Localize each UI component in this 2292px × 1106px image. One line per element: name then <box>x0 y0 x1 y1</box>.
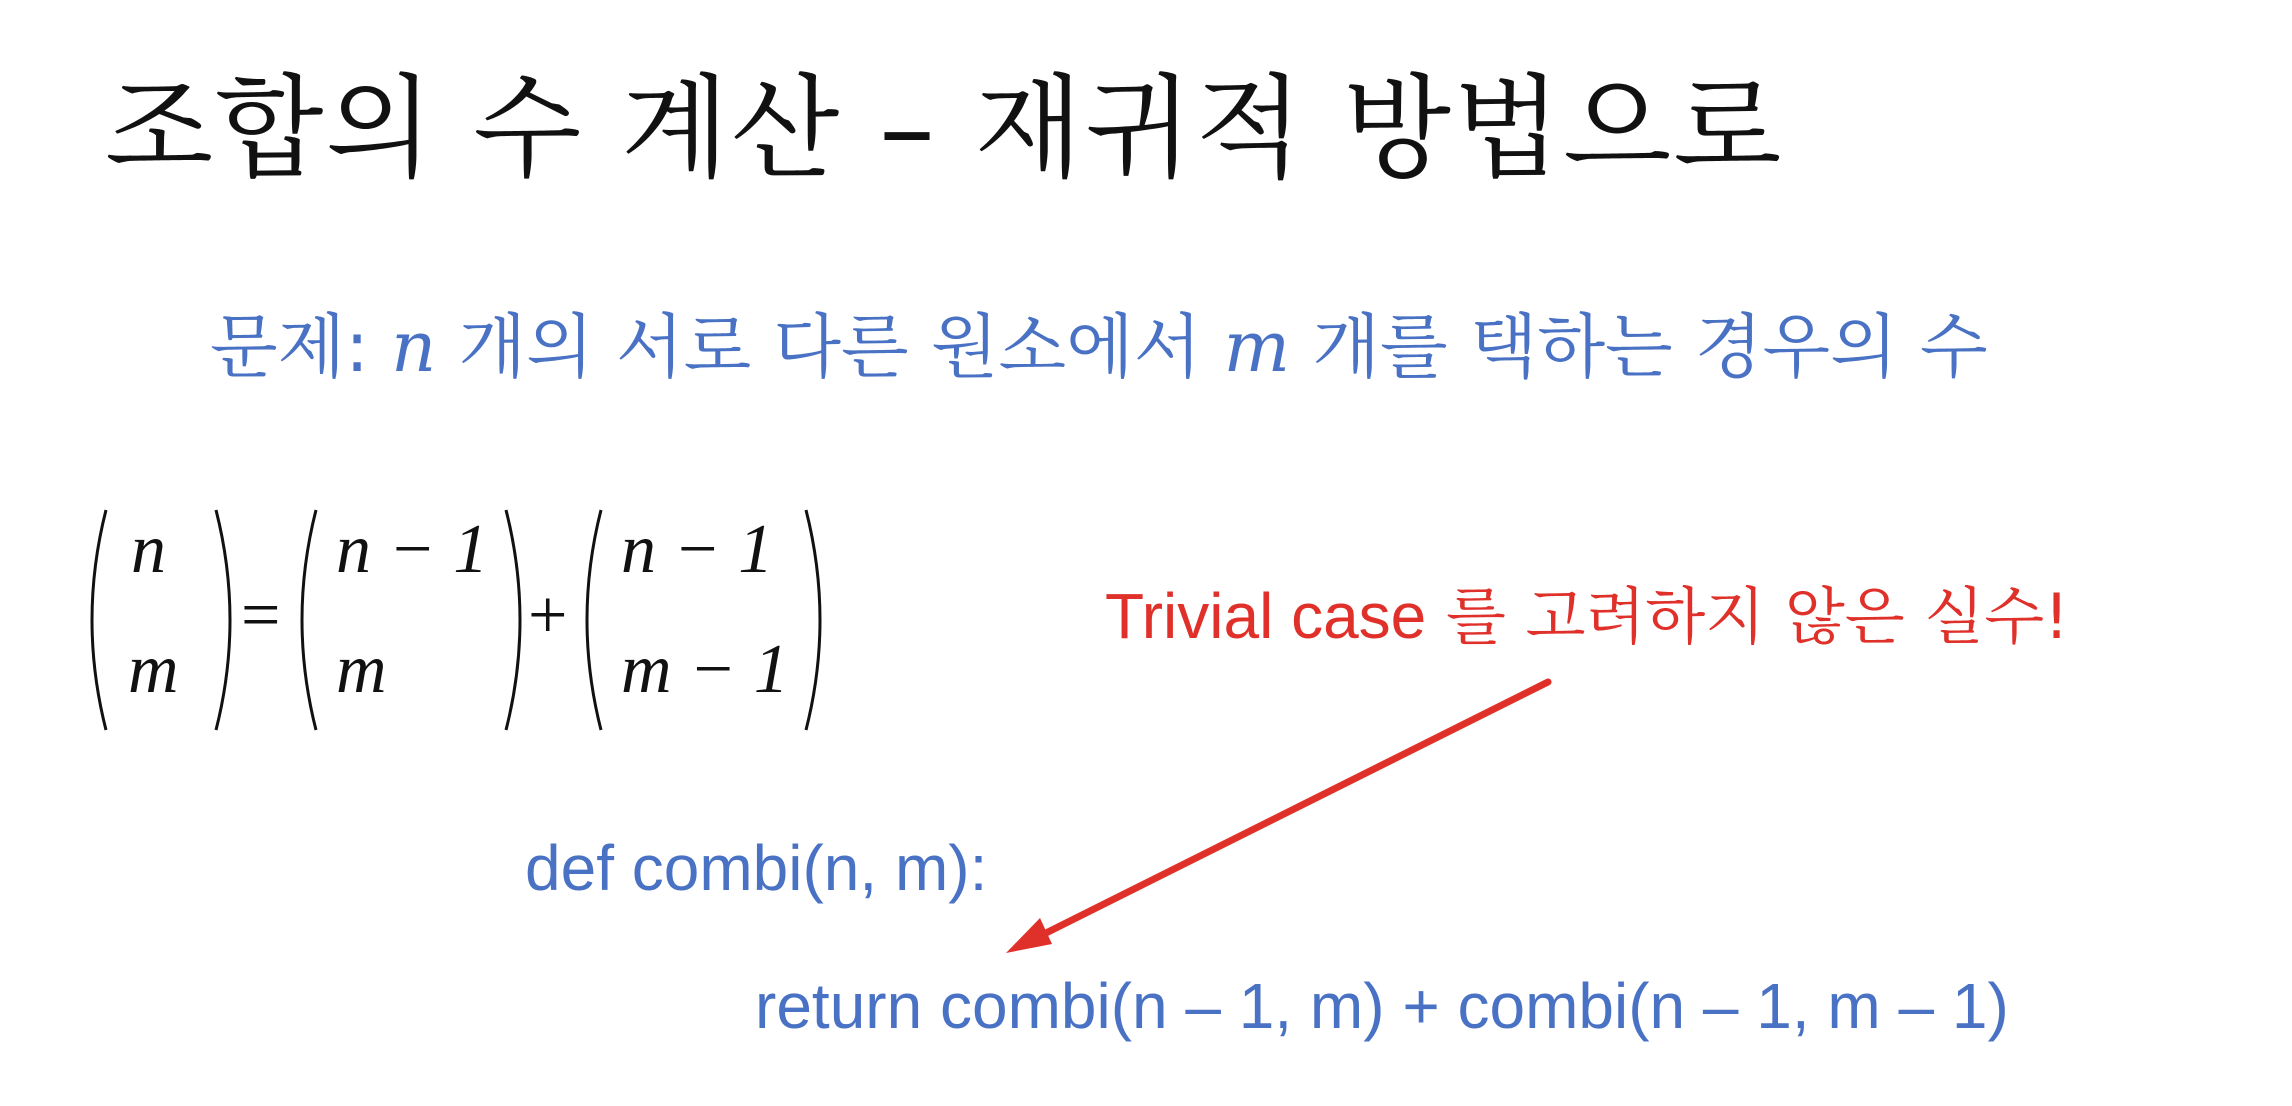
code-line-def: def combi(n, m): <box>525 832 988 904</box>
slide-title: 조합의 수 계산 – 재귀적 방법으로 <box>105 64 1784 194</box>
term2-right-paren <box>806 510 820 730</box>
term2-top: n − 1 <box>621 511 774 588</box>
term1-left-paren <box>302 510 316 730</box>
problem-text-part2: 개를 택하는 경우의 수 <box>1312 306 1988 388</box>
lhs-bottom: m <box>128 631 179 708</box>
problem-label: 문제: <box>210 306 369 388</box>
problem-text-part1: 개의 서로 다른 원소에서 <box>458 306 1202 388</box>
variable-m: m <box>1223 306 1291 388</box>
annotation-note <box>1105 578 2069 655</box>
problem-statement <box>210 305 1988 389</box>
plus-sign: + <box>528 577 568 654</box>
lhs-top: n <box>131 511 166 588</box>
lhs-right-paren <box>216 510 230 730</box>
note-english: Trivial case <box>1105 580 1427 652</box>
note-korean: 를 고려하지 않은 실수! <box>1445 580 2069 653</box>
term2-left-paren <box>587 510 601 730</box>
lhs-left-paren <box>92 510 106 730</box>
variable-n: n <box>391 306 437 388</box>
term1-bottom: m <box>336 631 387 708</box>
code-line-return: return combi(n – 1, m) + combi(n – 1, m – 1) <box>755 970 2009 1042</box>
term2-bottom: m − 1 <box>621 631 789 708</box>
term1-top: n − 1 <box>336 511 489 588</box>
term1-right-paren <box>506 510 520 730</box>
pascal-formula <box>86 500 826 740</box>
equals-sign: = <box>241 577 281 654</box>
